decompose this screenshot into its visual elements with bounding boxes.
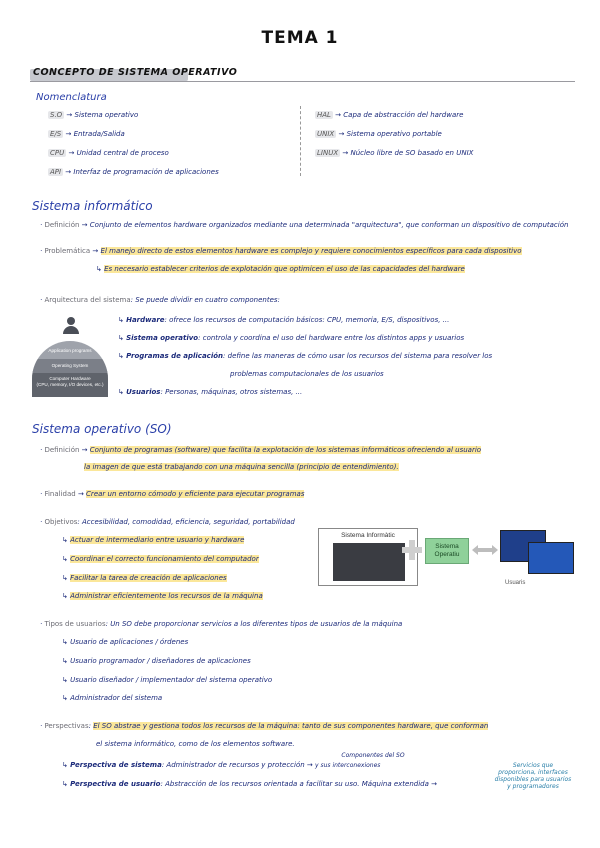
nomenclatura-item: HAL → Capa de abstracción del hardware xyxy=(317,111,464,119)
plus-icon xyxy=(402,540,422,560)
problematica-line: · Problemática → El manejo directo de estos elementos hardware es complejo y requiere conocimientos específicos para cada dispositivo xyxy=(40,247,522,255)
users-screens-image xyxy=(498,528,576,580)
objetivos-line: · Objetivos: Accesibilidad, comodidad, eficiencia, seguridad, portabilidad xyxy=(40,518,295,526)
page-title: TEMA 1 xyxy=(261,28,339,48)
componentes-note: Componentes del SO xyxy=(341,752,405,759)
perspectiva-sistema: ↳ Perspectiva de sistema: Administrador de recursos y protección → y sus interconexiones xyxy=(62,761,381,769)
nomenclatura-item: CPU → Unidad central de proceso xyxy=(50,149,169,157)
tipo-item: ↳ Usuario de aplicaciones / órdenes xyxy=(62,638,189,646)
componente-item: ↳ Usuarios: Personas, máquinas, otros sistemas, ... xyxy=(118,388,303,396)
app-layer: Application programs xyxy=(48,348,92,353)
perspectivas-line-2: el sistema informático, como de los elementos software. xyxy=(96,740,295,748)
nomenclatura-heading: Nomenclatura xyxy=(36,92,107,103)
column-divider xyxy=(300,106,301,176)
sistema-operativo-heading: Sistema operativo (SO) xyxy=(32,422,172,436)
hw-layer: Computer Hardware (CPU, memory, I/O devices, etc.) xyxy=(32,373,108,397)
nomenclatura-item: S.O → Sistema operativo xyxy=(50,111,139,119)
sistema-operatiu-box: Sistema Operatiu xyxy=(425,538,469,564)
finalidad-line: · Finalidad → Crear un entorno cómodo y eficiente para ejecutar programas xyxy=(40,490,305,498)
nomenclatura-item: LINUX → Núcleo libre de SO basado en UNIX xyxy=(317,149,474,157)
usuaris-label: Usuaris xyxy=(505,580,526,586)
objetivo-item: ↳ Administrar eficientemente los recursos de la máquina xyxy=(62,592,263,600)
servicios-note: Servicios que proporciona, interfaces disponibles para usuarios y programadores xyxy=(494,762,572,790)
perspectiva-usuario: ↳ Perspectiva de usuario: Abstracción de los recursos orientada a facilitar su uso. Máquina extendida → xyxy=(62,780,438,788)
sistema-informatico-heading: Sistema informático xyxy=(32,199,153,213)
componente-item: ↳ Programas de aplicación: define las maneras de cómo usar los recursos del sistema para resolver los xyxy=(118,352,493,360)
server-image xyxy=(333,543,405,581)
nomenclatura-item: E/S → Entrada/Salida xyxy=(50,130,125,138)
tipo-item: ↳ Administrador del sistema xyxy=(62,694,163,702)
componente-item: ↳ Sistema operativo: controla y coordina el uso del hardware entre los distintos apps y usuarios xyxy=(118,334,465,342)
componente-item: ↳ Hardware: ofrece los recursos de computación básicos: CPU, memoria, E/S, dispositivos, ... xyxy=(118,316,450,324)
sistema-informatic-box: Sistema Informàtic xyxy=(318,528,418,586)
tipos-line: · Tipos de usuarios: Un SO debe proporcionar servicios a los diferentes tipos de usuarios de la máquina xyxy=(40,620,403,628)
nomenclatura-item: UNIX → Sistema operativo portable xyxy=(317,130,442,138)
architecture-layers xyxy=(32,341,108,397)
problematica-line-2: ↳ Es necesario establecer criterios de explotación que optimicen el uso de las capacidades del hardware xyxy=(96,265,465,273)
componente-item-cont: problemas computacionales de los usuarios xyxy=(230,370,384,378)
arquitectura-line: · Arquitectura del sistema: Se puede dividir en cuatro componentes: xyxy=(40,296,280,304)
objetivo-item: ↳ Facilitar la tarea de creación de aplicaciones xyxy=(62,574,227,582)
os-layer: Operating System xyxy=(32,359,108,373)
so-definicion-line: · Definición → Conjunto de programas (software) que facilita la explotación de los sistemas informáticos ofreciendo al usuario xyxy=(40,446,482,454)
perspectivas-line: · Perspectivas: El SO abstrae y gestiona todos los recursos de la máquina: tanto de sus componentes hardware, que conforman xyxy=(40,722,489,730)
tipo-item: ↳ Usuario diseñador / implementador del sistema operativo xyxy=(62,676,273,684)
objetivo-item: ↳ Coordinar el correcto funcionamiento del computador xyxy=(62,555,259,563)
section-title: CONCEPTO DE SISTEMA OPERATIVO xyxy=(33,67,238,78)
nomenclatura-item: API → Interfaz de programación de aplicaciones xyxy=(50,168,219,176)
objetivo-item: ↳ Actuar de intermediario entre usuario y hardware xyxy=(62,536,245,544)
section-divider xyxy=(30,81,575,82)
so-definicion-line-2: la imagen de que está trabajando con una máquina sencilla (principio de entendimiento). xyxy=(84,463,399,471)
definicion-line: · Definición → Conjunto de elementos hardware organizados mediante una determinada "arquitectura", que conforman un dispositivo de computación xyxy=(40,221,569,229)
tipo-item: ↳ Usuario programador / diseñadores de aplicaciones xyxy=(62,657,251,665)
double-arrow-icon xyxy=(472,545,498,555)
architecture-diagram xyxy=(32,315,108,397)
